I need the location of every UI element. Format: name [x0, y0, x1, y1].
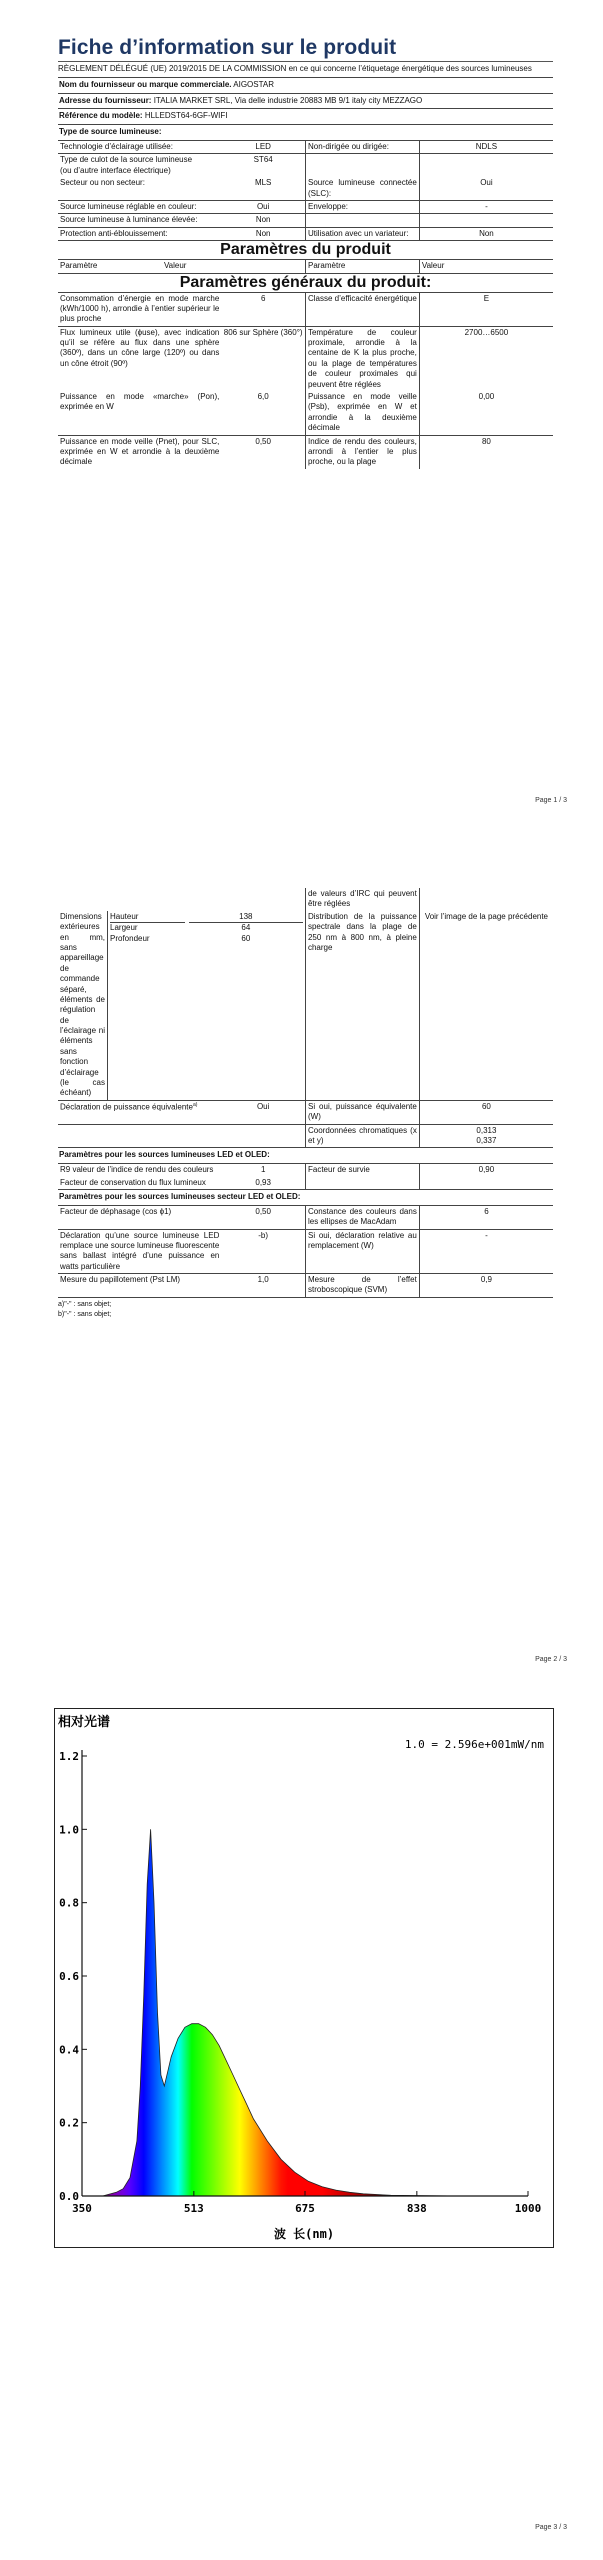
y-tick-label: 0.6 [59, 1970, 79, 1983]
psb-label: Puissance en mode veille (Psb), exprimée en W et arrondie à la deuxième décimale [305, 391, 419, 435]
chroma-label: Coordonnées chromatiques (x et y) [305, 1124, 419, 1148]
page-number-2: Page 2 / 3 [535, 1656, 567, 1663]
flicker-label: Mesure du papillotement (Pst LM) [58, 1274, 221, 1298]
led-header: Paramètres pour les sources lumineuses LED et OLED: [58, 1148, 553, 1164]
x-tick-label: 513 [183, 2202, 204, 2215]
params-header: Paramètres du produit [58, 241, 553, 260]
supplier-line [58, 78, 553, 94]
equiv-label: Déclaration de puissance équivalente$^{a)}$ [58, 1101, 221, 1124]
r9-label: R9 valeur de l’indice de rendu des couleurs [60, 1165, 214, 1175]
general-table [58, 293, 553, 469]
general-header: Paramètres généraux du produit: [58, 274, 553, 293]
datasheet-page-2 [58, 888, 553, 1318]
cri-cont: de valeurs d’IRC qui peuvent être réglées [305, 888, 419, 911]
macadam-value: 6 [419, 1206, 553, 1229]
page-1 [0, 0, 603, 804]
source-type-heading: Type de source lumineuse: [58, 125, 553, 141]
envelope-value: - [419, 200, 553, 213]
document-title: Fiche d’information sur le produit [58, 36, 397, 59]
depth-value: 60 [241, 933, 251, 943]
equiv-value: Oui [221, 1101, 305, 1124]
model-line [58, 109, 553, 125]
replace-power-value: - [419, 1229, 553, 1274]
dims-label: Dimensions extérieures en mm, sans appareillage de commande séparé, éléments de régulation de l’éclairage ni éléments sans fonction d’éclairage (le cas échéant) [58, 911, 108, 1101]
envelope-label: Enveloppe: [305, 200, 419, 213]
flux-value: 806 sur Sphère (360°) [221, 326, 305, 391]
nondirected-label: Non-dirigée ou dirigée: [305, 141, 419, 154]
lumen-maint-value: 0,93 [221, 1177, 305, 1190]
lumen-maint-label: Facteur de conservation du flux lumineux [58, 1177, 221, 1190]
mains-label: Secteur ou non secteur: [58, 177, 221, 200]
x-tick-label: 350 [72, 2202, 92, 2215]
nondirected-value: NDLS [419, 141, 553, 154]
r9-value: 1 [221, 1164, 305, 1176]
chroma-x: 0,313 [476, 1125, 497, 1135]
cct-value: 2700…6500 [464, 327, 509, 337]
footnote-a: a)"-" : sans objet; [58, 1300, 112, 1308]
x-tick-label: 675 [295, 2202, 315, 2215]
pon-value: 6,0 [221, 391, 305, 435]
width-value: 64 [189, 922, 303, 933]
x-tick-label: 838 [406, 2202, 427, 2215]
y-tick-label: 1.2 [59, 1750, 79, 1763]
source-type-table [58, 141, 553, 241]
pf-label: Facteur de déphasage (cos ϕ1) [58, 1206, 221, 1229]
address-line [58, 94, 553, 110]
led-table [58, 1164, 553, 1190]
flux-label: Flux lumineux utile (ϕuse), avec indication qu’il se réfère au flux dans une sphère (360º), dans un cône large (120º) ou dans un cône étroit (90º) [60, 327, 220, 368]
survival-label: Facteur de survie [305, 1164, 419, 1176]
spectrum-chart [54, 1708, 554, 2248]
cri-label: Indice de rendu des couleurs, arrondi à l’entier le plus proche, ou la plage [305, 435, 419, 469]
col-param-1: Paramètre [58, 260, 162, 273]
cri-value: 80 [481, 436, 491, 446]
col-value-2: Valeur [419, 260, 553, 273]
regulation-text: RÈGLEMENT DÉLÉGUÉ (UE) 2019/2015 DE LA COMMISSION en ce qui concerne l’étiquetage énergétique des sources lumineuses [58, 64, 532, 73]
replace-value: -b) [221, 1229, 305, 1274]
highlum-label: Source lumineuse à luminance élevée: [58, 214, 221, 227]
tunable-label: Source lumineuse réglable en couleur: [58, 200, 221, 213]
dims-names [108, 911, 187, 1101]
antiglare-label: Protection anti-éblouissement: [58, 227, 221, 240]
equiv-power-value: 60 [419, 1101, 553, 1124]
svm-label: Mesure de l’effet stroboscopique (SVM) [305, 1274, 419, 1298]
antiglare-value: Non [221, 227, 305, 240]
connected-label: Source lumineuse connectée (SLC): [305, 177, 419, 200]
spd-value: Voir l’image de la page précédente [419, 911, 553, 1101]
tech-label: Technologie d’éclairage utilisée: [58, 141, 221, 154]
height-value: 138 [239, 911, 253, 921]
datasheet-page-1 [58, 36, 553, 469]
y-tick-label: 0.0 [59, 2190, 79, 2203]
highlum-value: Non [221, 214, 305, 227]
col-param-2: Paramètre [305, 260, 419, 273]
address-label: Adresse du fournisseur: [59, 95, 152, 105]
address-value: ITALIA MARKET SRL, Via delle industrie 20883 MB 9/1 italy city MEZZAGO [153, 95, 423, 105]
equivalence-table [58, 1101, 553, 1149]
col-value-1: Valeur [162, 260, 306, 273]
macadam-label: Constance des couleurs dans les ellipses de MacAdam [305, 1206, 419, 1229]
depth-label: Profondeur [110, 933, 150, 943]
equiv-power-label: Si oui, puissance équivalente (W) [305, 1101, 419, 1124]
connected-value: Oui [419, 177, 553, 200]
pnet-label: Puissance en mode veille (Pnet), pour SLC, exprimée en W et arrondie à la deuxième décimale [60, 436, 220, 467]
cct-label: Température de couleur proximale, arrondie à la centaine de K la plus proche, ou la plage de températures de couleur proximales qui peuvent être réglées [305, 326, 419, 391]
params-table [58, 260, 553, 273]
height-label: Hauteur [110, 911, 139, 921]
svm-value: 0,9 [419, 1274, 553, 1298]
cap-value: ST64 [221, 154, 305, 177]
efficiency-label: Classe d’efficacité énergétique [305, 293, 419, 327]
width-label: Largeur [110, 922, 185, 933]
page-number-3: Page 3 / 3 [535, 2524, 567, 2531]
mains-led-table [58, 1206, 553, 1298]
pon-label: Puissance en mode «marche» (Pon), exprimée en W [58, 391, 221, 435]
page-number-1: Page 1 / 3 [535, 797, 567, 804]
consumption-value: 6 [221, 293, 305, 327]
spectrum-svg [54, 1708, 554, 2248]
dims-values [187, 911, 306, 1101]
chroma-values [419, 1124, 553, 1148]
dimmer-value: Non [419, 227, 553, 240]
tech-value: LED [221, 141, 305, 154]
footnote-b: b)"-" : sans objet; [58, 1310, 112, 1318]
supplier-value: AIGOSTAR [233, 79, 275, 89]
pnet-value: 0,50 [221, 435, 305, 469]
replace-power-label: Si oui, déclaration relative au remplacement (W) [305, 1229, 419, 1274]
consumption-label: Consommation d’énergie en mode marche (kWh/1000 h), arrondie à l’entier supérieur le plus proche [58, 293, 221, 327]
mains-led-header: Paramètres pour les sources lumineuses secteur LED et OLED: [58, 1190, 553, 1206]
dimmer-label: Utilisation avec un variateur: [305, 227, 419, 240]
y-tick-label: 1.0 [59, 1823, 79, 1837]
psb-value: 0,00 [419, 391, 553, 435]
supplier-label: Nom du fournisseur ou marque commerciale. [59, 79, 232, 89]
chart-annotation: 1.0 = 2.596e+001mW/nm [404, 1738, 544, 1751]
pf-value: 0,50 [221, 1206, 305, 1229]
y-tick-label: 0.8 [59, 1896, 79, 1910]
model-value: HLLEDST64-6GF-WIFI [144, 111, 228, 121]
chart-title: 相对光谱 [58, 1715, 111, 1730]
spd-label: Distribution de la puissance spectrale dans la plage de 250 nm à 800 nm, à pleine charge [305, 911, 419, 1101]
survival-value: 0,90 [478, 1165, 495, 1175]
tunable-value: Oui [221, 200, 305, 213]
chart-xlabel: 波 长(nm) [273, 2227, 335, 2241]
model-label: Référence du modèle: [59, 111, 143, 121]
dimensions-table [58, 888, 553, 1101]
cap-note: (ou d’autre interface électrique) [60, 165, 171, 175]
x-tick-label: 1000 [514, 2202, 542, 2215]
y-tick-label: 0.4 [59, 2043, 79, 2057]
mains-value: MLS [221, 177, 305, 200]
replace-label: Déclaration qu’une source lumineuse LED remplace une source lumineuse fluorescente sans ballast intégré d’une puissance en watts particulière [58, 1229, 221, 1274]
cap-label: Type de culot de la source lumineuse (ou d’autre interface électrique) [60, 155, 193, 175]
efficiency-value: E [419, 293, 553, 327]
flicker-value: 1,0 [221, 1274, 305, 1298]
equiv-sup: a) [192, 1101, 198, 1108]
chroma-y: 0,337 [476, 1135, 497, 1145]
y-tick-label: 0.2 [59, 2116, 79, 2130]
